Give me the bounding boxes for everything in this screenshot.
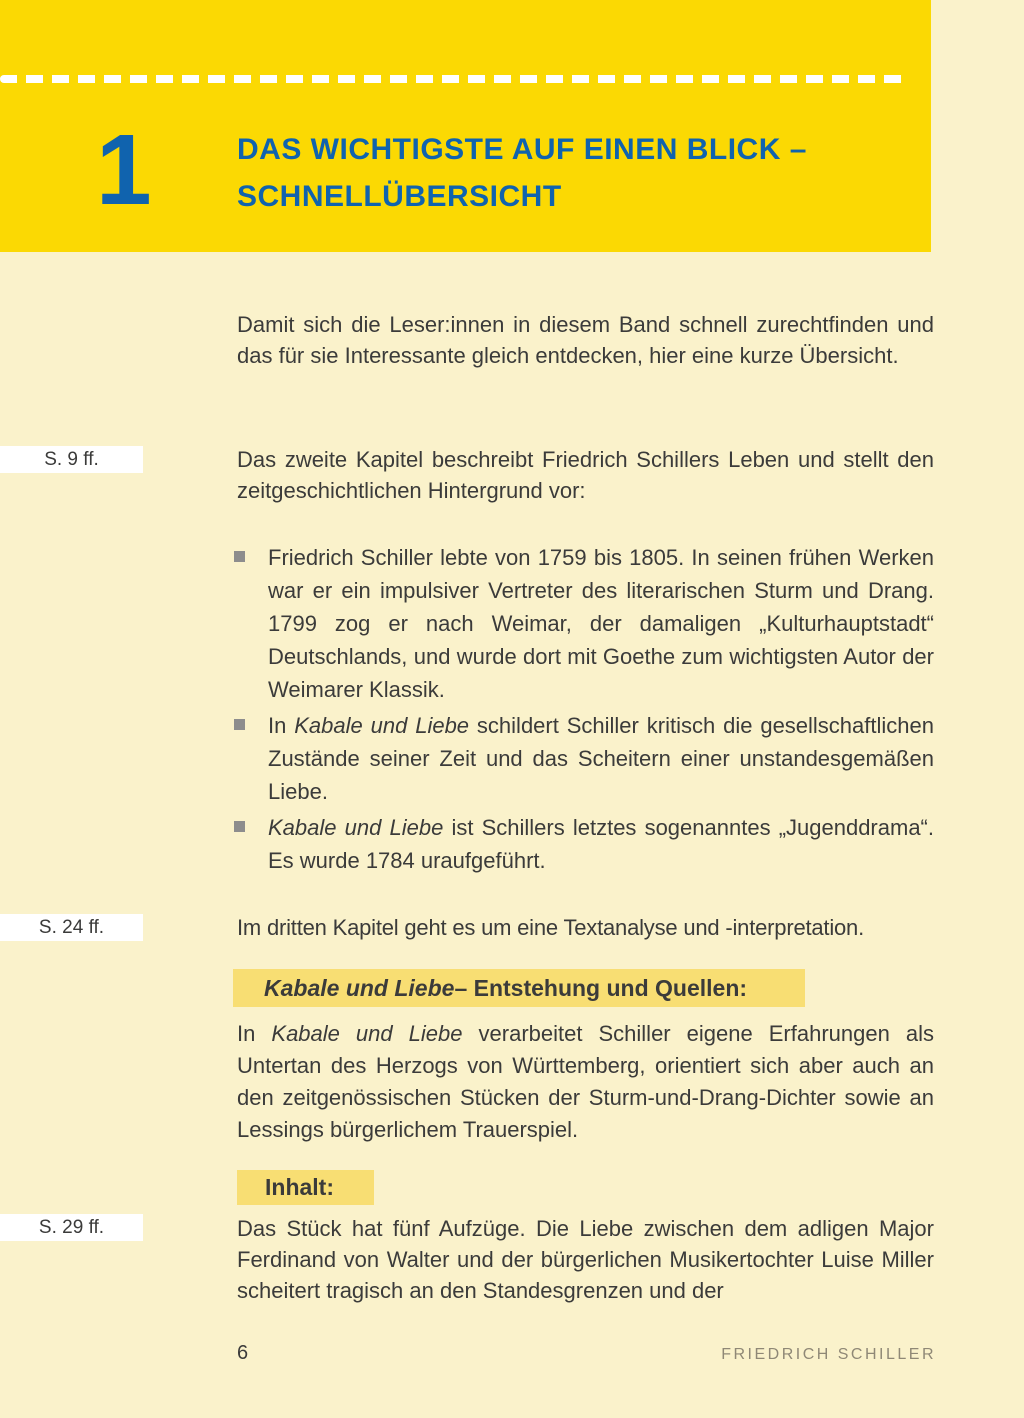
bullet-text-italic: Kabale und Liebe bbox=[294, 713, 470, 738]
bullet-square-icon bbox=[234, 821, 245, 832]
key-facts-bullet-list bbox=[237, 541, 934, 880]
bullet-item-jugenddrama bbox=[237, 811, 934, 877]
bullet-item-social-critique bbox=[237, 709, 934, 808]
bullet-text-post: schildert Schiller kritisch die gesellschaftlichen Zustände seiner Zeit und das Scheitern einer unstandesgemäßen Liebe. bbox=[268, 713, 934, 804]
inhalt-paragraph: Das Stück hat fünf Aufzüge. Die Liebe zwischen dem adligen Major Ferdinand von Walter und der bürgerlichen Musikertochter Luise Miller scheitert tragisch an den Standesgrenzen und der bbox=[237, 1216, 934, 1303]
section-heading-inhalt: Inhalt: bbox=[237, 1170, 374, 1205]
chapter-header-band bbox=[0, 0, 931, 252]
bullet-item-schiller-life bbox=[237, 541, 934, 706]
intro-paragraph: Damit sich die Leser:innen in diesem Band schnell zurechtfinden und das für sie Interessante gleich entdecken, hier eine kurze Übersicht. bbox=[237, 312, 934, 368]
section-heading-title-italic: Kabale und Liebe bbox=[264, 974, 455, 1001]
bullet-square-icon bbox=[234, 551, 245, 562]
section-heading-entstehung bbox=[233, 969, 805, 1007]
margin-page-ref-3: S. 29 ff. bbox=[0, 1214, 143, 1241]
entstehung-text-italic: Kabale und Liebe bbox=[271, 1021, 463, 1046]
chapter-title-line1: DAS WICHTIGSTE AUF EINEN BLICK – bbox=[237, 133, 807, 166]
bullet-square-icon bbox=[234, 719, 245, 730]
entstehung-paragraph bbox=[237, 1018, 934, 1146]
chapter2-summary-paragraph: Das zweite Kapitel beschreibt Friedrich Schillers Leben und stellt den zeitgeschichtlichen Hintergrund vor: bbox=[237, 447, 934, 503]
page-number: 6 bbox=[237, 1342, 249, 1364]
entstehung-text-post: verarbeitet Schiller eigene Erfahrungen als Untertan des Herzogs von Württemberg, orientiert sich aber auch an den zeitgenössischen Stücken der Sturm-und-Drang-Dichter sowie an Lessings bürgerlichem Trauerspiel. bbox=[237, 1021, 934, 1142]
bullet-text-pre: Friedrich Schiller lebte von 1759 bis 1805. In seinen frühen Werken war er ein impulsiver Vertreter des literarischen Sturm und Drang. 1799 zog er nach Weimar, der damaligen „Kulturhauptstadt“ Deutschlands, und wurde dort mit Goethe zum wichtigsten Autor der Weimarer Klassik. bbox=[268, 545, 934, 702]
chapter-title-line2: SCHNELLÜBERSICHT bbox=[237, 180, 562, 213]
bullet-text-post: ist Schillers letztes sogenanntes „Jugenddrama“. Es wurde 1784 uraufgeführt. bbox=[268, 815, 934, 873]
bullet-text-pre: In bbox=[268, 713, 295, 738]
margin-page-ref-2: S. 24 ff. bbox=[0, 914, 143, 941]
dashed-divider bbox=[0, 75, 909, 83]
bullet-text-italic: Kabale und Liebe bbox=[268, 815, 444, 840]
page-footer bbox=[237, 1342, 936, 1365]
section-heading-rest: – Entstehung und Quellen: bbox=[454, 974, 748, 1001]
chapter-number: 1 bbox=[96, 114, 152, 226]
margin-page-ref-1: S. 9 ff. bbox=[0, 446, 143, 473]
running-title: FRIEDRICH SCHILLER bbox=[721, 1346, 936, 1363]
entstehung-text-pre: In bbox=[237, 1021, 272, 1046]
chapter3-summary-line: Im dritten Kapitel geht es um eine Textanalyse und -interpretation. bbox=[237, 915, 865, 940]
chapter-title bbox=[237, 126, 807, 220]
